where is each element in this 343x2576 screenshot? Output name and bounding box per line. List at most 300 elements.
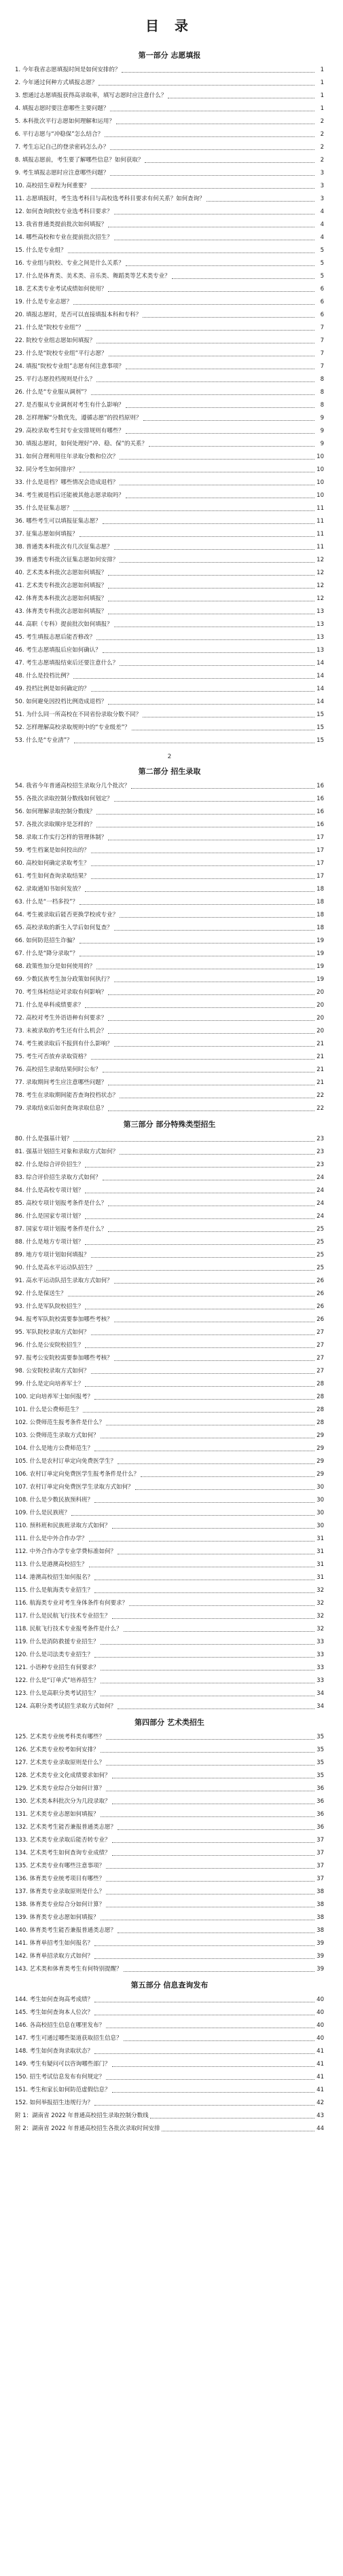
toc-entry[interactable] (15, 1380, 324, 1389)
dot-leader (73, 304, 314, 305)
toc-entry-page: 4 (320, 234, 324, 241)
dot-leader (145, 162, 314, 163)
toc-entry[interactable] (15, 414, 324, 423)
toc-entry-page: 29 (317, 1471, 324, 1478)
toc-entry-label: 3. 想通过志愿填报获得高录取率，填写志愿时应注意什么？ (15, 92, 167, 99)
toc-entry-label: 28. 怎样理解“分数优先，遵循志愿”的投档原则？ (15, 415, 142, 422)
toc-entry[interactable] (15, 1535, 324, 1544)
toc-entry-page: 15 (317, 724, 324, 731)
toc-entry-page: 27 (317, 1355, 324, 1362)
toc-entry[interactable] (15, 1014, 324, 1023)
toc-entry[interactable] (15, 2099, 324, 2108)
toc-entry[interactable] (15, 1444, 324, 1453)
toc-entry-page: 8 (320, 376, 324, 383)
toc-entry[interactable] (15, 504, 324, 513)
toc-entry-label: 46. 考生志愿填报后应如何确认？ (15, 647, 101, 654)
toc-entry[interactable] (15, 1341, 324, 1350)
dot-leader (96, 1270, 314, 1271)
toc-entry-label: 150. 招生考试信息发布有何规定？ (15, 2074, 105, 2080)
toc-entry-page: 24 (317, 1187, 324, 1194)
toc-entry[interactable] (15, 2086, 324, 2095)
toc-entry[interactable] (15, 388, 324, 397)
toc-entry-label: 64. 考生被录取后能否更换学校或专业？ (15, 912, 119, 918)
toc-entry-label: 36. 哪些考生可以填报征集志愿？ (15, 518, 101, 525)
toc-entry-label: 103. 公费师范生录取方式如何？ (15, 1432, 99, 1439)
toc-entry[interactable] (15, 1702, 324, 1711)
toc-entry[interactable] (15, 2060, 324, 2069)
dot-leader (94, 1657, 314, 1658)
toc-entry[interactable] (15, 1522, 324, 1531)
toc-entry[interactable] (15, 2034, 324, 2043)
toc-entry-label: 129. 艺术类专业综合分如何计算？ (15, 1785, 105, 1792)
toc-entry-page: 1 (320, 79, 324, 86)
toc-entry-page: 9 (320, 428, 324, 434)
toc-entry-page: 37 (317, 1850, 324, 1856)
toc-entry[interactable] (15, 2112, 324, 2121)
dot-leader (112, 1618, 314, 1619)
toc-entry[interactable] (15, 427, 324, 436)
toc-entry[interactable] (15, 259, 324, 268)
toc-entry[interactable] (15, 1053, 324, 1062)
toc-entry-label: 77. 录取期间考生应注意哪些问题？ (15, 1079, 107, 1086)
dot-leader (106, 1765, 314, 1766)
dot-leader (108, 1020, 314, 1021)
toc-entry[interactable] (15, 1040, 324, 1049)
dot-leader (85, 1167, 314, 1168)
toc-entry-label: 143. 艺术类和体育类考生有何特别提醒？ (15, 1966, 122, 1973)
toc-entry-page: 26 (317, 1316, 324, 1323)
toc-entry-label: 52. 怎样理解高校录取规则中的“专业级差”？ (15, 724, 130, 731)
toc-section-2 (15, 766, 324, 1113)
toc-entry[interactable] (15, 2009, 324, 2017)
toc-entry[interactable] (15, 1625, 324, 1634)
toc-entry-page: 41 (317, 2061, 324, 2068)
toc-entry[interactable] (15, 1199, 324, 1208)
toc-entry-label: 30. 填报志愿时，如何处理好“冲、稳、保”的关系？ (15, 441, 148, 447)
toc-entry-page: 25 (317, 1252, 324, 1258)
toc-entry-page: 24 (317, 1174, 324, 1181)
toc-entry[interactable] (15, 105, 324, 113)
toc-entry-page: 32 (317, 1626, 324, 1632)
toc-entry[interactable] (15, 620, 324, 629)
dot-leader (91, 1257, 314, 1258)
toc-entry[interactable] (15, 285, 324, 294)
toc-entry-label: 65. 高校录取的新生入学后如何复查？ (15, 925, 113, 931)
toc-entry[interactable] (15, 182, 324, 191)
toc-entry-label: 8. 填报志愿前，考生要了解哪些信息？如何获取？ (15, 157, 144, 164)
toc-entry[interactable] (15, 1901, 324, 1909)
toc-entry-page: 18 (317, 899, 324, 906)
toc-entry-label: 35. 什么是征集志愿？ (15, 505, 73, 512)
toc-entry-page: 30 (317, 1484, 324, 1491)
toc-entry[interactable] (15, 821, 324, 829)
toc-entry-label: 19. 什么是专业志愿？ (15, 299, 73, 305)
toc-entry[interactable] (15, 795, 324, 804)
toc-entry[interactable] (15, 1066, 324, 1075)
toc-entry-page: 3 (320, 195, 324, 202)
toc-entry[interactable] (15, 117, 324, 126)
toc-entry[interactable] (15, 556, 324, 565)
toc-entry[interactable] (15, 1548, 324, 1556)
toc-entry[interactable] (15, 898, 324, 907)
toc-entry[interactable] (15, 846, 324, 855)
toc-entry[interactable] (15, 1573, 324, 1582)
toc-entry[interactable] (15, 1759, 324, 1768)
toc-entry-label: 151. 考生和家长如何防范虚假信息？ (15, 2087, 111, 2093)
toc-entry[interactable] (15, 375, 324, 384)
toc-entry[interactable] (15, 924, 324, 933)
toc-entry[interactable] (15, 195, 324, 204)
toc-entry[interactable] (15, 595, 324, 603)
toc-entry-page: 29 (317, 1432, 324, 1439)
toc-entry-page: 38 (317, 1914, 324, 1921)
toc-entry[interactable] (15, 1965, 324, 1974)
toc-entry[interactable] (15, 491, 324, 500)
toc-entry-page: 41 (317, 2087, 324, 2093)
toc-entry-label: 135. 艺术类专业有哪些注意事项？ (15, 1863, 105, 1869)
dot-leader (114, 1360, 314, 1361)
toc-entry[interactable] (15, 937, 324, 946)
toc-entry-page: 2 (320, 118, 324, 125)
toc-entry[interactable] (15, 466, 324, 474)
toc-entry-label: 102. 公费师范生报考条件是什么？ (15, 1419, 105, 1426)
toc-entry[interactable] (15, 143, 324, 152)
toc-entry[interactable] (15, 659, 324, 668)
toc-entry[interactable] (15, 988, 324, 997)
toc-entry[interactable] (15, 401, 324, 410)
toc-entry[interactable] (15, 1952, 324, 1961)
section-title: 第一部分 志愿填报 (138, 51, 201, 60)
toc-entry-page: 24 (317, 1213, 324, 1220)
toc-entry[interactable] (15, 1599, 324, 1608)
toc-entry[interactable] (15, 246, 324, 255)
toc-entry[interactable] (15, 1509, 324, 1518)
toc-entry-label: 69. 少数民族考生加分政策如何执行？ (15, 976, 113, 983)
toc-entry[interactable] (15, 1393, 324, 1402)
toc-entry[interactable] (15, 272, 324, 281)
toc-entry[interactable] (15, 1135, 324, 1144)
toc-entry[interactable] (15, 337, 324, 346)
dot-leader (91, 878, 314, 879)
toc-entry-label: 148. 考生如何查询录取状态？ (15, 2048, 94, 2055)
toc-entry[interactable] (15, 221, 324, 229)
toc-entry-label: 50. 如何避免因投档比例造成退档？ (15, 698, 107, 705)
toc-entry[interactable] (15, 2073, 324, 2082)
toc-entry-label: 87. 国家专项计划报考条件是什么？ (15, 1226, 107, 1233)
toc-entry[interactable] (15, 1612, 324, 1621)
toc-entry-label: 59. 考生档案是如何投出的？ (15, 847, 90, 854)
toc-entry-page: 33 (317, 1664, 324, 1671)
toc-entry-label: 57. 各批次录取顺序是怎样的？ (15, 821, 96, 828)
dot-leader (94, 1592, 314, 1593)
toc-entry-page: 22 (317, 1105, 324, 1112)
toc-entry-label: 152. 如何举报招生违规行为？ (15, 2099, 94, 2106)
toc-entry[interactable] (15, 208, 324, 217)
toc-entry-label: 144. 考生如何查询高考成绩？ (15, 1996, 94, 2003)
toc-entry[interactable] (15, 633, 324, 642)
toc-entry[interactable] (15, 440, 324, 449)
toc-entry[interactable] (15, 1926, 324, 1935)
dot-leader (118, 1463, 314, 1464)
toc-entry[interactable] (15, 1148, 324, 1157)
toc-entry[interactable] (15, 1690, 324, 1698)
toc-entry-label: 25. 平行志愿投档规则是什么？ (15, 376, 96, 383)
toc-entry-label: 42. 体育类本科批次志愿如何填报？ (15, 595, 107, 602)
dot-leader (101, 1644, 314, 1645)
toc-entry-label: 71. 什么是单科成绩要求？ (15, 1002, 84, 1009)
toc-entry-label: 128. 艺术类专业文化成绩要求如何？ (15, 1772, 111, 1779)
toc-entry[interactable] (15, 685, 324, 694)
dot-leader (172, 278, 314, 279)
toc-entry[interactable] (15, 582, 324, 591)
toc-entry[interactable] (15, 672, 324, 681)
toc-entry-page: 30 (317, 1523, 324, 1529)
toc-entry[interactable] (15, 1161, 324, 1170)
toc-entry[interactable] (15, 1104, 324, 1113)
toc-entry[interactable] (15, 1225, 324, 1234)
toc-entry[interactable] (15, 711, 324, 720)
toc-entry-label: 29. 高校录取考生时专业安排规则有哪些？ (15, 428, 124, 434)
toc-entry[interactable] (15, 1079, 324, 1087)
dot-leader (96, 814, 314, 815)
toc-entry[interactable] (15, 1664, 324, 1673)
dot-leader (71, 1515, 314, 1516)
toc-entry-page: 38 (317, 1927, 324, 1934)
toc-entry[interactable] (15, 1367, 324, 1376)
toc-entry[interactable] (15, 2047, 324, 2056)
toc-entry-page: 2 (320, 157, 324, 164)
dot-leader (94, 1958, 314, 1959)
dot-leader (112, 1842, 314, 1843)
toc-entry[interactable] (15, 1733, 324, 1742)
toc-entry[interactable] (15, 156, 324, 165)
toc-entry-page: 16 (317, 796, 324, 802)
toc-entry-label: 113. 什么是港澳高校招生？ (15, 1561, 88, 1568)
toc-entry[interactable] (15, 1354, 324, 1363)
toc-entry[interactable] (15, 479, 324, 487)
toc-entry[interactable] (15, 1888, 324, 1897)
toc-entry[interactable] (15, 311, 324, 320)
toc-entry-label: 108. 什么是少数民族预科班？ (15, 1497, 94, 1504)
toc-entry[interactable] (15, 885, 324, 894)
toc-entry[interactable] (15, 1315, 324, 1324)
toc-entry[interactable] (15, 1651, 324, 1660)
toc-entry-label: 45. 考生填报志愿后能否修改？ (15, 634, 96, 641)
toc-entry[interactable] (15, 782, 324, 791)
toc-entry[interactable] (15, 872, 324, 881)
toc-entry-label: 5. 本科批次平行志愿如何理解和运用？ (15, 118, 115, 125)
toc-entry-page: 11 (317, 531, 324, 538)
toc-entry[interactable] (15, 1187, 324, 1195)
toc-entry[interactable] (15, 1264, 324, 1273)
toc-entry-page: 28 (317, 1394, 324, 1400)
toc-entry-label: 114. 港澳高校招生如何报名？ (15, 1574, 94, 1581)
toc-entry[interactable] (15, 1238, 324, 1247)
toc-entry[interactable] (15, 298, 324, 307)
dot-leader (96, 381, 314, 382)
toc-entry-label: 146. 各高校招生信息在哪里发布？ (15, 2022, 105, 2029)
toc-entry[interactable] (15, 1328, 324, 1337)
toc-entry[interactable] (15, 859, 324, 868)
toc-entry[interactable] (15, 130, 324, 139)
toc-entry[interactable] (15, 1001, 324, 1010)
toc-entry[interactable] (15, 834, 324, 842)
dot-leader (112, 1528, 314, 1529)
toc-entry[interactable] (15, 453, 324, 462)
toc-entry-page: 30 (317, 1497, 324, 1504)
toc-entry-label: 68. 政策性加分是如何使用的？ (15, 963, 96, 970)
toc-entry[interactable] (15, 975, 324, 984)
toc-entry[interactable] (15, 736, 324, 745)
toc-entry-page: 40 (317, 2022, 324, 2029)
toc-entry-label: 116. 航海类专业对考生身体条件有何要求？ (15, 1600, 128, 1607)
toc-entry-label: 24. 填报“院校专业组”志愿有何注意事项？ (15, 363, 125, 370)
toc-entry-label: 27. 是否服从专业调剂对考生有什么影响？ (15, 402, 124, 409)
toc-entry-page: 37 (317, 1837, 324, 1844)
dot-leader (106, 2079, 314, 2080)
toc-entry[interactable] (15, 950, 324, 958)
toc-entry[interactable] (15, 1212, 324, 1221)
dot-leader (101, 1816, 314, 1817)
toc-entry-label: 75. 考生可否放弃录取资格？ (15, 1053, 90, 1060)
dot-leader (106, 1881, 314, 1882)
toc-entry-page: 11 (317, 544, 324, 550)
toc-section-1 (15, 50, 324, 745)
toc-entry-page: 13 (317, 634, 324, 641)
toc-entry-page: 16 (317, 783, 324, 789)
toc-entry[interactable] (15, 1677, 324, 1685)
toc-entry[interactable] (15, 92, 324, 100)
toc-entry[interactable] (15, 1277, 324, 1286)
dot-leader (124, 1971, 314, 1972)
toc-entry-page: 35 (317, 1734, 324, 1740)
toc-entry[interactable] (15, 1823, 324, 1832)
dot-leader (103, 523, 314, 524)
toc-entry-label: 10. 高校招生章程为何重要？ (15, 183, 90, 189)
toc-entry-page: 17 (317, 873, 324, 880)
dot-leader (114, 1046, 314, 1047)
toc-entry-page: 31 (317, 1561, 324, 1568)
toc-entry[interactable] (15, 517, 324, 526)
toc-entry[interactable] (15, 1785, 324, 1793)
toc-entry[interactable] (15, 66, 324, 75)
toc-entry[interactable] (15, 646, 324, 655)
toc-entry[interactable] (15, 608, 324, 616)
toc-entry-label: 126. 艺术类专业校考如何安排？ (15, 1747, 99, 1753)
toc-entry[interactable] (15, 1586, 324, 1595)
toc-entry[interactable] (15, 1561, 324, 1569)
toc-entry[interactable] (15, 1457, 324, 1466)
toc-entry[interactable] (15, 1849, 324, 1858)
toc-entry[interactable] (15, 1406, 324, 1415)
toc-entry[interactable] (15, 1914, 324, 1922)
toc-entry[interactable] (15, 1638, 324, 1647)
toc-entry-page: 18 (317, 925, 324, 931)
toc-entry[interactable] (15, 724, 324, 732)
toc-entry[interactable] (15, 543, 324, 552)
toc-entry-page: 3 (320, 170, 324, 176)
toc-entry[interactable] (15, 1746, 324, 1755)
toc-entry-label: 62. 录取通知书如何发放？ (15, 886, 84, 893)
toc-entry[interactable] (15, 79, 324, 88)
toc-entry[interactable] (15, 2125, 324, 2133)
dot-leader (91, 1334, 314, 1335)
dot-leader (114, 549, 314, 550)
dot-leader (73, 510, 314, 511)
toc-entry-page: 28 (317, 1381, 324, 1387)
toc-entry-label: 72. 高校对考生外语语种有何要求？ (15, 1015, 107, 1022)
toc-entry-page: 40 (317, 2009, 324, 2016)
toc-entry-label: 142. 体育单招录取方式如何？ (15, 1953, 94, 1960)
toc-entry[interactable] (15, 963, 324, 971)
toc-entry[interactable] (15, 2021, 324, 2030)
toc-entry[interactable] (15, 698, 324, 707)
toc-entry[interactable] (15, 1174, 324, 1182)
toc-entry-label: 99. 什么是定向培养军士？ (15, 1381, 84, 1387)
toc-entry-page: 20 (317, 1028, 324, 1034)
toc-entry[interactable] (15, 324, 324, 333)
toc-entry[interactable] (15, 1432, 324, 1440)
toc-entry-label: 104. 什么是地方公费师范生？ (15, 1445, 94, 1452)
toc-entry[interactable] (15, 1419, 324, 1427)
toc-section-5 (15, 1979, 324, 2133)
toc-entry-label: 82. 什么是综合评价招生？ (15, 1161, 84, 1168)
toc-entry[interactable] (15, 1470, 324, 1479)
toc-entry[interactable] (15, 1862, 324, 1871)
toc-entry-page: 40 (317, 1996, 324, 2003)
toc-entry-label: 1. 今年我省志愿填报时间是如何安排的？ (15, 67, 121, 73)
toc-entry[interactable] (15, 1303, 324, 1311)
toc-entry[interactable] (15, 530, 324, 539)
dot-leader (94, 1502, 314, 1503)
toc-entry[interactable] (15, 1939, 324, 1948)
toc-entry-label: 121. 小语种专业招生有何要求？ (15, 1664, 99, 1671)
dot-leader (73, 1141, 314, 1142)
toc-entry-label: 40. 艺术类本科批次志愿如何填报？ (15, 570, 107, 576)
toc-entry[interactable] (15, 169, 324, 178)
toc-entry[interactable] (15, 1772, 324, 1780)
toc-entry[interactable] (15, 1996, 324, 2004)
toc-entry[interactable] (15, 1483, 324, 1492)
toc-entry[interactable] (15, 1496, 324, 1505)
toc-entry[interactable] (15, 1290, 324, 1299)
toc-entry-page: 32 (317, 1613, 324, 1620)
toc-entry[interactable] (15, 350, 324, 358)
toc-entry-label: 100. 定向培养军士如何报考？ (15, 1394, 94, 1400)
toc-entry-label: 92. 什么是保送生？ (15, 1290, 67, 1297)
toc-entry[interactable] (15, 808, 324, 817)
toc-entry[interactable] (15, 234, 324, 242)
toc-entry[interactable] (15, 569, 324, 578)
toc-entry[interactable] (15, 1836, 324, 1845)
toc-entry[interactable] (15, 1027, 324, 1036)
toc-entry[interactable] (15, 1810, 324, 1819)
toc-entry[interactable] (15, 1875, 324, 1884)
dot-leader (91, 865, 314, 866)
dot-leader (108, 1110, 314, 1111)
dot-leader (103, 652, 314, 653)
dot-leader (85, 891, 314, 892)
toc-entry[interactable] (15, 911, 324, 920)
toc-list (15, 782, 324, 1113)
toc-entry-label: 79. 录取结束后如何查询录取信息？ (15, 1105, 107, 1112)
toc-entry[interactable] (15, 362, 324, 371)
toc-entry-page: 7 (320, 337, 324, 344)
toc-entry-page: 23 (317, 1161, 324, 1168)
toc-entry[interactable] (15, 1091, 324, 1100)
toc-entry[interactable] (15, 1251, 324, 1260)
toc-entry[interactable] (15, 1797, 324, 1806)
